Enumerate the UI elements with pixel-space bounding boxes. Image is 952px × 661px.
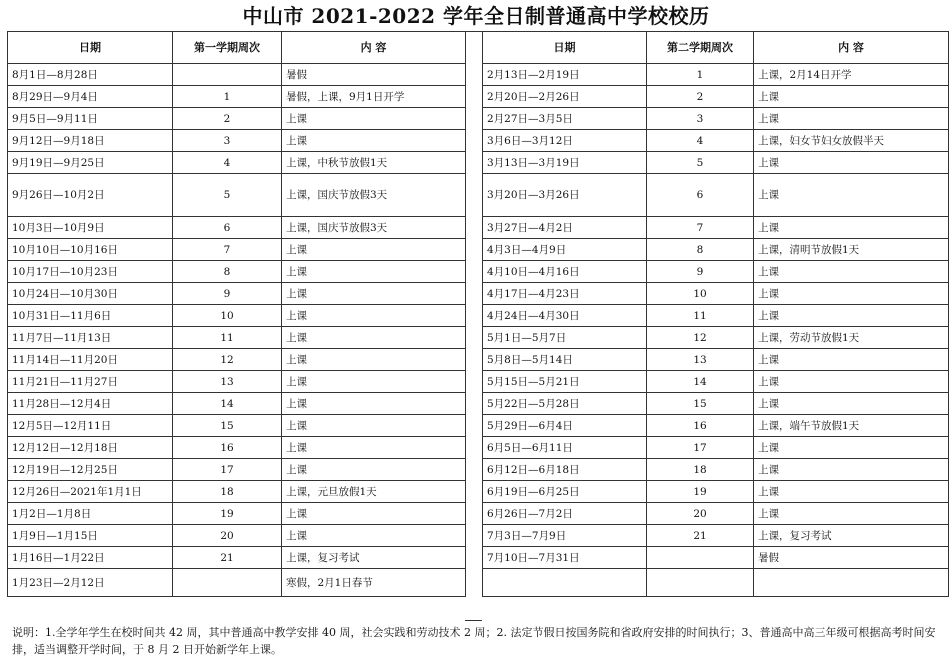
header-row bbox=[483, 32, 949, 64]
table-row bbox=[483, 349, 949, 371]
table-row bbox=[8, 64, 466, 86]
content-cell: 上课 bbox=[754, 503, 949, 525]
content-cell: 上课 bbox=[282, 261, 466, 283]
table-divider bbox=[465, 31, 482, 621]
table-row bbox=[8, 305, 466, 327]
column-header-week: 第二学期周次 bbox=[647, 32, 754, 64]
content-cell: 上课 bbox=[282, 415, 466, 437]
column-header-content: 内 容 bbox=[282, 32, 466, 64]
table-row bbox=[483, 283, 949, 305]
table-row bbox=[483, 86, 949, 108]
content-cell: 上课，2月14日开学 bbox=[754, 64, 949, 86]
week-cell: 19 bbox=[647, 481, 754, 503]
table-row bbox=[8, 261, 466, 283]
date-cell: 9月5日—9月11日 bbox=[8, 108, 173, 130]
date-cell: 6月5日—6月11日 bbox=[483, 437, 647, 459]
week-cell: 5 bbox=[647, 152, 754, 174]
table-row bbox=[8, 108, 466, 130]
week-cell: 20 bbox=[647, 503, 754, 525]
table-row bbox=[8, 481, 466, 503]
date-cell: 3月6日—3月12日 bbox=[483, 130, 647, 152]
date-cell: 4月17日—4月23日 bbox=[483, 283, 647, 305]
date-cell: 11月21日—11月27日 bbox=[8, 371, 173, 393]
content-cell: 上课 bbox=[282, 108, 466, 130]
table-row bbox=[483, 371, 949, 393]
content-cell: 上课 bbox=[754, 108, 949, 130]
calendar-tables bbox=[7, 31, 947, 621]
date-cell: 1月2日—1月8日 bbox=[8, 503, 173, 525]
table-row bbox=[483, 152, 949, 174]
column-header-date: 日期 bbox=[8, 32, 173, 64]
table-row bbox=[483, 108, 949, 130]
table-row bbox=[8, 569, 466, 597]
week-cell: 2 bbox=[173, 108, 282, 130]
week-cell: 4 bbox=[173, 152, 282, 174]
week-cell: 1 bbox=[173, 86, 282, 108]
date-cell: 2月20日—2月26日 bbox=[483, 86, 647, 108]
date-cell: 9月12日—9月18日 bbox=[8, 130, 173, 152]
content-cell: 上课 bbox=[282, 239, 466, 261]
content-cell: 上课 bbox=[282, 459, 466, 481]
week-cell: 16 bbox=[173, 437, 282, 459]
table-row bbox=[8, 525, 466, 547]
table-row bbox=[483, 569, 949, 597]
table-row bbox=[8, 437, 466, 459]
date-cell: 4月3日—4月9日 bbox=[483, 239, 647, 261]
date-cell: 12月26日—2021年1月1日 bbox=[8, 481, 173, 503]
week-cell: 3 bbox=[647, 108, 754, 130]
week-cell: 4 bbox=[647, 130, 754, 152]
table-row bbox=[483, 525, 949, 547]
week-cell: 2 bbox=[647, 86, 754, 108]
date-cell: 11月7日—11月13日 bbox=[8, 327, 173, 349]
week-cell: 5 bbox=[173, 174, 282, 217]
table-row bbox=[8, 327, 466, 349]
week-cell: 14 bbox=[173, 393, 282, 415]
week-cell: 18 bbox=[173, 481, 282, 503]
week-cell: 6 bbox=[647, 174, 754, 217]
date-cell: 11月14日—11月20日 bbox=[8, 349, 173, 371]
week-cell: 8 bbox=[647, 239, 754, 261]
week-cell: 12 bbox=[173, 349, 282, 371]
date-cell: 8月1日—8月28日 bbox=[8, 64, 173, 86]
semester2-table bbox=[482, 31, 949, 597]
content-cell: 上课 bbox=[754, 481, 949, 503]
content-cell: 暑假 bbox=[754, 547, 949, 569]
content-cell: 上课，中秋节放假1天 bbox=[282, 152, 466, 174]
table-row bbox=[483, 239, 949, 261]
content-cell: 上课，元旦放假1天 bbox=[282, 481, 466, 503]
date-cell: 10月10日—10月16日 bbox=[8, 239, 173, 261]
content-cell: 上课，复习考试 bbox=[754, 525, 949, 547]
date-cell: 9月26日—10月2日 bbox=[8, 174, 173, 217]
content-cell bbox=[754, 569, 949, 597]
week-cell: 21 bbox=[647, 525, 754, 547]
week-cell: 17 bbox=[647, 437, 754, 459]
table-row bbox=[483, 130, 949, 152]
content-cell: 上课 bbox=[754, 437, 949, 459]
week-cell: 9 bbox=[647, 261, 754, 283]
date-cell: 1月9日—1月15日 bbox=[8, 525, 173, 547]
content-cell: 上课 bbox=[754, 261, 949, 283]
date-cell: 3月20日—3月26日 bbox=[483, 174, 647, 217]
date-cell: 10月17日—10月23日 bbox=[8, 261, 173, 283]
week-cell bbox=[647, 569, 754, 597]
week-cell: 13 bbox=[173, 371, 282, 393]
table-row bbox=[483, 393, 949, 415]
date-cell: 5月22日—5月28日 bbox=[483, 393, 647, 415]
content-cell: 上课，劳动节放假1天 bbox=[754, 327, 949, 349]
table-row bbox=[483, 547, 949, 569]
week-cell: 21 bbox=[173, 547, 282, 569]
content-cell: 上课 bbox=[754, 217, 949, 239]
table-row bbox=[8, 152, 466, 174]
semester1-table bbox=[7, 31, 466, 597]
week-cell: 13 bbox=[647, 349, 754, 371]
table-row bbox=[483, 503, 949, 525]
date-cell: 3月13日—3月19日 bbox=[483, 152, 647, 174]
table-row bbox=[8, 503, 466, 525]
week-cell: 9 bbox=[173, 283, 282, 305]
table-row bbox=[483, 261, 949, 283]
date-cell: 12月12日—12月18日 bbox=[8, 437, 173, 459]
content-cell: 上课，妇女节妇女放假半天 bbox=[754, 130, 949, 152]
content-cell: 上课 bbox=[282, 525, 466, 547]
table-row bbox=[8, 283, 466, 305]
week-cell: 12 bbox=[647, 327, 754, 349]
date-cell: 6月12日—6月18日 bbox=[483, 459, 647, 481]
column-header-week: 第一学期周次 bbox=[173, 32, 282, 64]
table-row bbox=[8, 459, 466, 481]
content-cell: 暑假 bbox=[282, 64, 466, 86]
table-row bbox=[483, 217, 949, 239]
week-cell bbox=[173, 569, 282, 597]
table-row bbox=[8, 349, 466, 371]
week-cell: 16 bbox=[647, 415, 754, 437]
week-cell: 11 bbox=[173, 327, 282, 349]
week-cell bbox=[173, 64, 282, 86]
content-cell: 上课 bbox=[754, 393, 949, 415]
table-row bbox=[483, 415, 949, 437]
week-cell: 6 bbox=[173, 217, 282, 239]
content-cell: 上课 bbox=[282, 371, 466, 393]
date-cell: 2月27日—3月5日 bbox=[483, 108, 647, 130]
week-cell: 1 bbox=[647, 64, 754, 86]
content-cell: 上课 bbox=[754, 349, 949, 371]
date-cell bbox=[483, 569, 647, 597]
date-cell: 5月8日—5月14日 bbox=[483, 349, 647, 371]
week-cell: 17 bbox=[173, 459, 282, 481]
week-cell: 10 bbox=[647, 283, 754, 305]
content-cell: 上课 bbox=[282, 503, 466, 525]
table-row bbox=[483, 437, 949, 459]
table-row bbox=[8, 393, 466, 415]
content-cell: 上课 bbox=[282, 349, 466, 371]
date-cell: 10月3日—10月9日 bbox=[8, 217, 173, 239]
date-cell: 5月1日—5月7日 bbox=[483, 327, 647, 349]
table-row bbox=[483, 459, 949, 481]
content-cell: 上课 bbox=[282, 393, 466, 415]
date-cell: 5月15日—5月21日 bbox=[483, 371, 647, 393]
page-title: 中山市 2021-2022 学年全日制普通高中学校校历 bbox=[242, 4, 710, 28]
table-row bbox=[8, 174, 466, 217]
content-cell: 上课，端午节放假1天 bbox=[754, 415, 949, 437]
content-cell: 上课 bbox=[754, 459, 949, 481]
content-cell: 上课 bbox=[754, 86, 949, 108]
table-row bbox=[8, 371, 466, 393]
content-cell: 上课 bbox=[282, 437, 466, 459]
content-cell: 上课，国庆节放假3天 bbox=[282, 174, 466, 217]
date-cell: 7月3日—7月9日 bbox=[483, 525, 647, 547]
content-cell: 上课 bbox=[754, 305, 949, 327]
date-cell: 3月27日—4月2日 bbox=[483, 217, 647, 239]
date-cell: 4月24日—4月30日 bbox=[483, 305, 647, 327]
date-cell: 12月19日—12月25日 bbox=[8, 459, 173, 481]
date-cell: 12月5日—12月11日 bbox=[8, 415, 173, 437]
content-cell: 上课 bbox=[754, 174, 949, 217]
week-cell: 10 bbox=[173, 305, 282, 327]
table-row bbox=[8, 86, 466, 108]
table-row bbox=[8, 217, 466, 239]
week-cell: 15 bbox=[173, 415, 282, 437]
table-row bbox=[483, 305, 949, 327]
date-cell: 1月23日—2月12日 bbox=[8, 569, 173, 597]
table-row bbox=[483, 327, 949, 349]
column-header-content: 内 容 bbox=[754, 32, 949, 64]
date-cell: 4月10日—4月16日 bbox=[483, 261, 647, 283]
content-cell: 上课，复习考试 bbox=[282, 547, 466, 569]
content-cell: 上课 bbox=[754, 152, 949, 174]
date-cell: 6月26日—7月2日 bbox=[483, 503, 647, 525]
date-cell: 6月19日—6月25日 bbox=[483, 481, 647, 503]
content-cell: 上课，国庆节放假3天 bbox=[282, 217, 466, 239]
content-cell: 暑假，上课，9月1日开学 bbox=[282, 86, 466, 108]
date-cell: 5月29日—6月4日 bbox=[483, 415, 647, 437]
table-row bbox=[483, 174, 949, 217]
week-cell: 18 bbox=[647, 459, 754, 481]
date-cell: 10月24日—10月30日 bbox=[8, 283, 173, 305]
content-cell: 上课，清明节放假1天 bbox=[754, 239, 949, 261]
week-cell: 14 bbox=[647, 371, 754, 393]
content-cell: 上课 bbox=[282, 305, 466, 327]
header-row bbox=[8, 32, 466, 64]
content-cell: 上课 bbox=[754, 371, 949, 393]
date-cell: 1月16日—1月22日 bbox=[8, 547, 173, 569]
table-row bbox=[8, 130, 466, 152]
week-cell: 7 bbox=[173, 239, 282, 261]
content-cell: 上课 bbox=[754, 283, 949, 305]
date-cell: 7月10日—7月31日 bbox=[483, 547, 647, 569]
content-cell: 上课 bbox=[282, 130, 466, 152]
date-cell: 2月13日—2月19日 bbox=[483, 64, 647, 86]
date-cell: 9月19日—9月25日 bbox=[8, 152, 173, 174]
table-row bbox=[8, 239, 466, 261]
week-cell: 15 bbox=[647, 393, 754, 415]
week-cell: 3 bbox=[173, 130, 282, 152]
content-cell: 寒假，2月1日春节 bbox=[282, 569, 466, 597]
table-row bbox=[8, 547, 466, 569]
table-row bbox=[483, 481, 949, 503]
column-header-date: 日期 bbox=[483, 32, 647, 64]
table-row bbox=[8, 415, 466, 437]
footnote: 说明：1.全学年学生在校时间共 42 周，其中普通高中教学安排 40 周，社会实践和劳动技术 2 周；2. 法定节假日按国务院和省政府安排的时间执行；3、普通高中高三年级可根据高考时间安排，适当调整开学时间，于 8 月 2 日开始新学年上课。 bbox=[12, 626, 936, 656]
week-cell: 7 bbox=[647, 217, 754, 239]
week-cell bbox=[647, 547, 754, 569]
week-cell: 8 bbox=[173, 261, 282, 283]
content-cell: 上课 bbox=[282, 283, 466, 305]
content-cell: 上课 bbox=[282, 327, 466, 349]
table-row bbox=[483, 64, 949, 86]
date-cell: 11月28日—12月4日 bbox=[8, 393, 173, 415]
date-cell: 8月29日—9月4日 bbox=[8, 86, 173, 108]
date-cell: 10月31日—11月6日 bbox=[8, 305, 173, 327]
week-cell: 11 bbox=[647, 305, 754, 327]
week-cell: 20 bbox=[173, 525, 282, 547]
week-cell: 19 bbox=[173, 503, 282, 525]
